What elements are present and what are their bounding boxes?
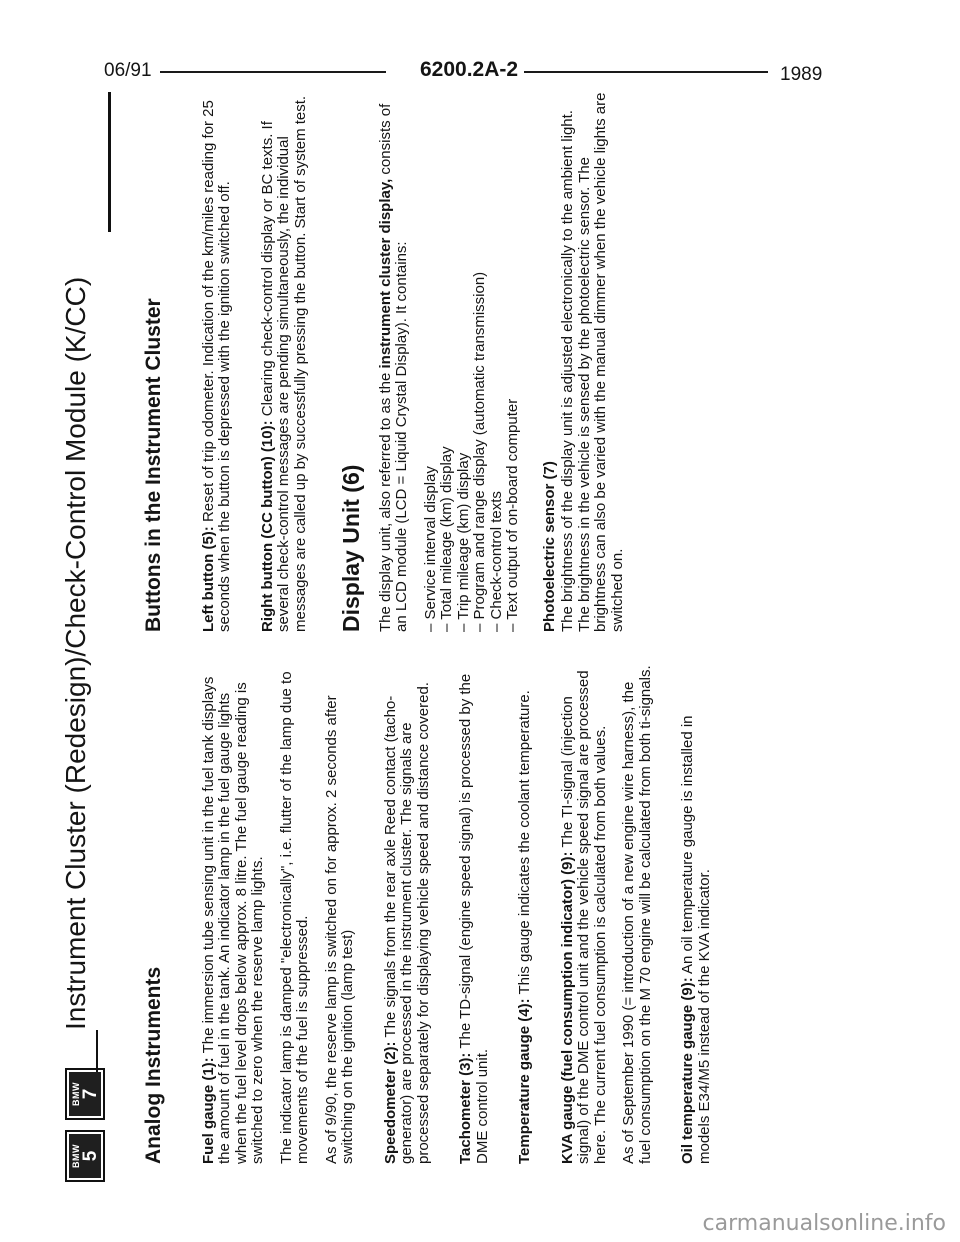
list-display-contents (423, 92, 522, 632)
text-speedometer: The signals from the rear axle Reed contact (tacho-generator) are processed in the instrument cluster. The signals are processed separately for displaying vehicle speed and distance covered. (381, 682, 432, 1164)
column-analog-instruments (140, 664, 725, 1164)
text-fuel-gauge: The immersion tube sensing unit in the fuel tank displays the amount of fuel in the tank. An indicator lamp in the fuel gauge lights when the fuel level drops below approx. 8 litre. The fuel gauge reading is switched to zero when the reserve lamp lights. (199, 676, 266, 1164)
paragraph-fuel-lamp-test: As of 9/90, the reserve lamp is switched on for approx. 2 seconds after switching on the ignition (lamp test) (322, 695, 356, 1164)
text-tachometer: The TD-signal (engine speed signal) is processed by the DME control unit. (457, 673, 491, 1164)
heading-photoelectric-sensor: Photoelectric sensor (7) (540, 461, 558, 632)
label-temperature-gauge: Temperature gauge (4): (516, 998, 533, 1164)
paragraph-speedometer (383, 664, 433, 1164)
list-item: – Check-control texts (489, 92, 506, 632)
text-oil-temperature-gauge: An oil temperature gauge is installed in models E34/M5 instead of the KVA indicator. (679, 715, 713, 1164)
text-display-intro-a: The display unit, also referred to as the (376, 368, 394, 632)
text-kva-gauge: The TI-signal (injection signal) of the DME control unit and the vehicle speed signal are processed here. The current fuel consumption is calculated from both values. (558, 670, 609, 1164)
column-buttons-display (140, 92, 638, 632)
text-left-button: Reset of trip odometer. Indication of the km/miles reading for 25 seconds when the button is depressed with the ignition switched off. (199, 100, 233, 632)
page-title: Instrument Cluster (Redesign)/Check-Control Module (K/CC) (60, 276, 91, 1030)
label-right-button: Right button (CC button) (10): (258, 420, 276, 632)
label-fuel-gauge: Fuel gauge (1): (199, 1057, 217, 1164)
paragraph-kva-gauge (560, 664, 610, 1164)
list-item: – Total mileage (km) display (439, 92, 456, 632)
text-right-button: Clearing check-control display or BC texts. If several check-control messages are pending simultaneously, the individual messages are called up by successfully pressing the button. Start of system test. (258, 95, 309, 632)
watermark: carmanualsonline.info (702, 1211, 946, 1236)
list-item: – Program and range display (automatic transmission) (472, 92, 489, 632)
heading-analog-instruments: Analog Instruments (142, 966, 165, 1164)
paragraph-fuel-gauge (201, 664, 267, 1164)
logo-brand-text: BMW (70, 1082, 81, 1106)
paragraph-fuel-lamp-damping: The indicator lamp is damped "electronically", i.e. flutter of the lamp due to movements of the fuel is suppressed. (277, 671, 311, 1164)
logo-series-number: 7 (79, 1088, 101, 1100)
label-speedometer: Speedometer (2): (381, 1041, 399, 1164)
paragraph-temperature-gauge (517, 664, 534, 1164)
label-tachometer: Tachometer (3): (457, 1052, 474, 1164)
text-display-intro-bold: instrument cluster display, (376, 178, 394, 369)
paragraph-photoelectric-sensor: The brightness of the display unit is adjusted electronically to the ambient light. The brightness in the vehicle is sensed by the photoelectric sensor. The brightness can also be varied with the manual dimmer when the vehicle lights are switched on. (559, 92, 626, 632)
header-document-code: 6200.2A-2 (420, 58, 519, 81)
list-item: – Service interval display (423, 92, 440, 632)
paragraph-kva-m70: As of September 1990 (= introduction of a new engine wire harness), the fuel consumption on the M 70 engine will be calculated from both ti-signals. (620, 665, 654, 1164)
paragraph-display-intro (378, 92, 411, 632)
heading-buttons: Buttons in the Instrument Cluster (142, 298, 165, 632)
paragraph-oil-temperature-gauge (680, 664, 713, 1164)
paragraph-left-button (201, 92, 234, 632)
heading-display-unit: Display Unit (6) (338, 464, 364, 632)
label-kva-gauge: KVA gauge (fuel consumption indicator) (9): (558, 851, 576, 1164)
text-display-intro-b: consists of an LCD module (LCD = Liquid Crystal Display). It contains: (376, 103, 410, 632)
list-item: – Text output of on-board computer (505, 92, 522, 632)
text-temperature-gauge: This gauge indicates the coolant temperature. (516, 690, 533, 999)
label-left-button: Left button (5): (199, 526, 217, 632)
header-year: 1989 (780, 64, 823, 85)
logo-brand-text: BMW (70, 1144, 81, 1168)
bmw-logos (65, 1068, 105, 1182)
header-date: 06/91 (104, 60, 152, 81)
logo-series-number: 5 (79, 1150, 101, 1162)
paragraph-tachometer (458, 664, 491, 1164)
bmw-5-series-logo (65, 1130, 105, 1182)
list-item: – Trip mileage (km) display (456, 92, 473, 632)
label-oil-temperature-gauge: Oil temperature gauge (9): (679, 977, 696, 1164)
bmw-7-series-logo (65, 1068, 105, 1120)
paragraph-right-button (260, 92, 310, 632)
